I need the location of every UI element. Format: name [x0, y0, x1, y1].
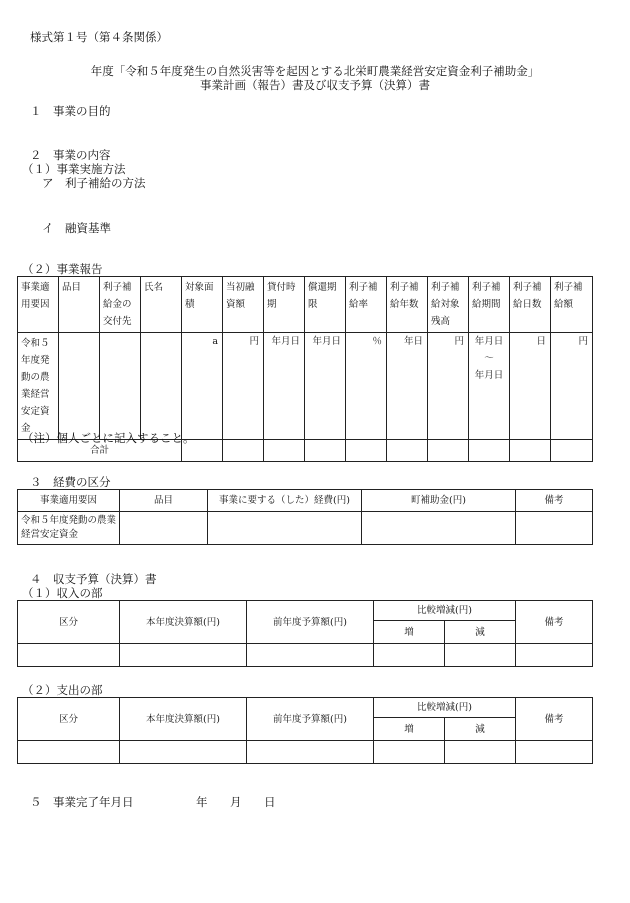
expense-header-item: 品目 — [120, 490, 208, 512]
expense-header-subsidy: 町補助金(円) — [362, 490, 516, 512]
expense-header-cause: 事業適用要因 — [18, 490, 120, 512]
income-data-row — [18, 644, 593, 667]
title-line-2: 事業計画（報告）書及び収支予算（決算）書 — [200, 78, 430, 92]
date-day: 日 — [264, 795, 276, 809]
cell-recipient — [100, 333, 141, 440]
income-header-compare: 比較増減(円) — [374, 601, 516, 621]
cell-period — [469, 333, 510, 440]
header-balance: 利子補給対象残高 — [428, 277, 469, 333]
header-amount: 利子補給額 — [551, 277, 593, 333]
header-initial-loan: 当初融資額 — [223, 277, 264, 333]
expenditure-header-decrease: 減 — [445, 718, 516, 741]
income-header-previous: 前年度予算額(円) — [247, 601, 374, 644]
expenditure-header-compare: 比較増減(円) — [374, 698, 516, 718]
cell-days-unit: 日 — [510, 333, 551, 440]
section-4-heading: ４ 収支予算（決算）書 — [30, 572, 157, 586]
note: （注）個人ごとに記入すること。 — [22, 431, 195, 445]
income-table — [17, 600, 593, 667]
section-1-heading: １ 事業の目的 — [30, 104, 111, 118]
cell-name — [141, 333, 182, 440]
cell-area-unit: a — [182, 333, 223, 440]
section-2-sub-1: （１）事業実施方法 — [22, 162, 126, 176]
total-label: 合計 — [18, 440, 182, 462]
income-header-category: 区分 — [18, 601, 120, 644]
header-period: 利子補給期間 — [469, 277, 510, 333]
cell-years-unit: 年日 — [387, 333, 428, 440]
section-2-sub-2: （２）事業報告 — [22, 262, 103, 276]
income-header-remarks: 備考 — [516, 601, 593, 644]
section-2-heading: ２ 事業の内容 — [30, 148, 111, 162]
expense-cell-cause: 令和５年度発動の農業経営安定資金 — [18, 512, 120, 545]
income-header-current: 本年度決算額(円) — [120, 601, 247, 644]
expense-header-remarks: 備考 — [516, 490, 593, 512]
cell-cause: 令和５年度発動の農業経営安定資金 — [18, 333, 59, 440]
date-year: 年 — [196, 795, 208, 809]
expenditure-data-row — [18, 741, 593, 764]
period-from: 年月日 — [474, 336, 504, 347]
date-month: 月 — [230, 795, 242, 809]
header-recipient: 利子補給金の交付先 — [100, 277, 141, 333]
header-area: 対象面積 — [182, 277, 223, 333]
income-label: （１）収入の部 — [22, 586, 103, 600]
cell-loan-date-unit: 年月日 — [264, 333, 305, 440]
header-years: 利子補給年数 — [387, 277, 428, 333]
income-header-increase: 増 — [374, 621, 445, 644]
section-2-item-i: イ 融資基準 — [42, 221, 111, 235]
section-3-heading: ３ 経費の区分 — [30, 475, 111, 489]
cell-repay-unit: 年月日 — [305, 333, 346, 440]
header-loan-date: 貸付時期 — [264, 277, 305, 333]
title-line-1: 年度「令和５年度発生の自然災害等を起因とする北栄町農業経営安定資金利子補助金」 — [90, 64, 540, 78]
cell-initial-loan-unit: 円 — [223, 333, 264, 440]
expenditure-header-category: 区分 — [18, 698, 120, 741]
income-header-decrease: 減 — [445, 621, 516, 644]
header-name: 氏名 — [141, 277, 182, 333]
section-2-item-a: ア 利子補給の方法 — [42, 176, 146, 190]
expenditure-header-current: 本年度決算額(円) — [120, 698, 247, 741]
report-data-row — [18, 333, 593, 440]
cell-rate-unit: ％ — [346, 333, 387, 440]
expenditure-header-previous: 前年度予算額(円) — [247, 698, 374, 741]
expense-header-cost: 事業に要する（した）経費(円) — [208, 490, 362, 512]
header-days: 利子補給日数 — [510, 277, 551, 333]
cell-balance-unit: 円 — [428, 333, 469, 440]
cell-amount-unit: 円 — [551, 333, 593, 440]
header-item: 品目 — [59, 277, 100, 333]
period-tilde: ～ — [484, 353, 494, 364]
expenditure-table — [17, 697, 593, 764]
cell-item — [59, 333, 100, 440]
expenditure-header-remarks: 備考 — [516, 698, 593, 741]
header-cause: 事業適用要因 — [18, 277, 59, 333]
header-repay-deadline: 償還期限 — [305, 277, 346, 333]
section-5-heading: ５ 事業完了年月日 — [30, 795, 134, 809]
report-header-row — [18, 277, 593, 333]
expenditure-header-increase: 増 — [374, 718, 445, 741]
header-rate: 利子補給率 — [346, 277, 387, 333]
form-number: 様式第１号（第４条関係） — [30, 30, 168, 44]
expense-label: （２）支出の部 — [22, 683, 103, 697]
expense-table — [17, 489, 593, 545]
period-to: 年月日 — [474, 370, 504, 381]
